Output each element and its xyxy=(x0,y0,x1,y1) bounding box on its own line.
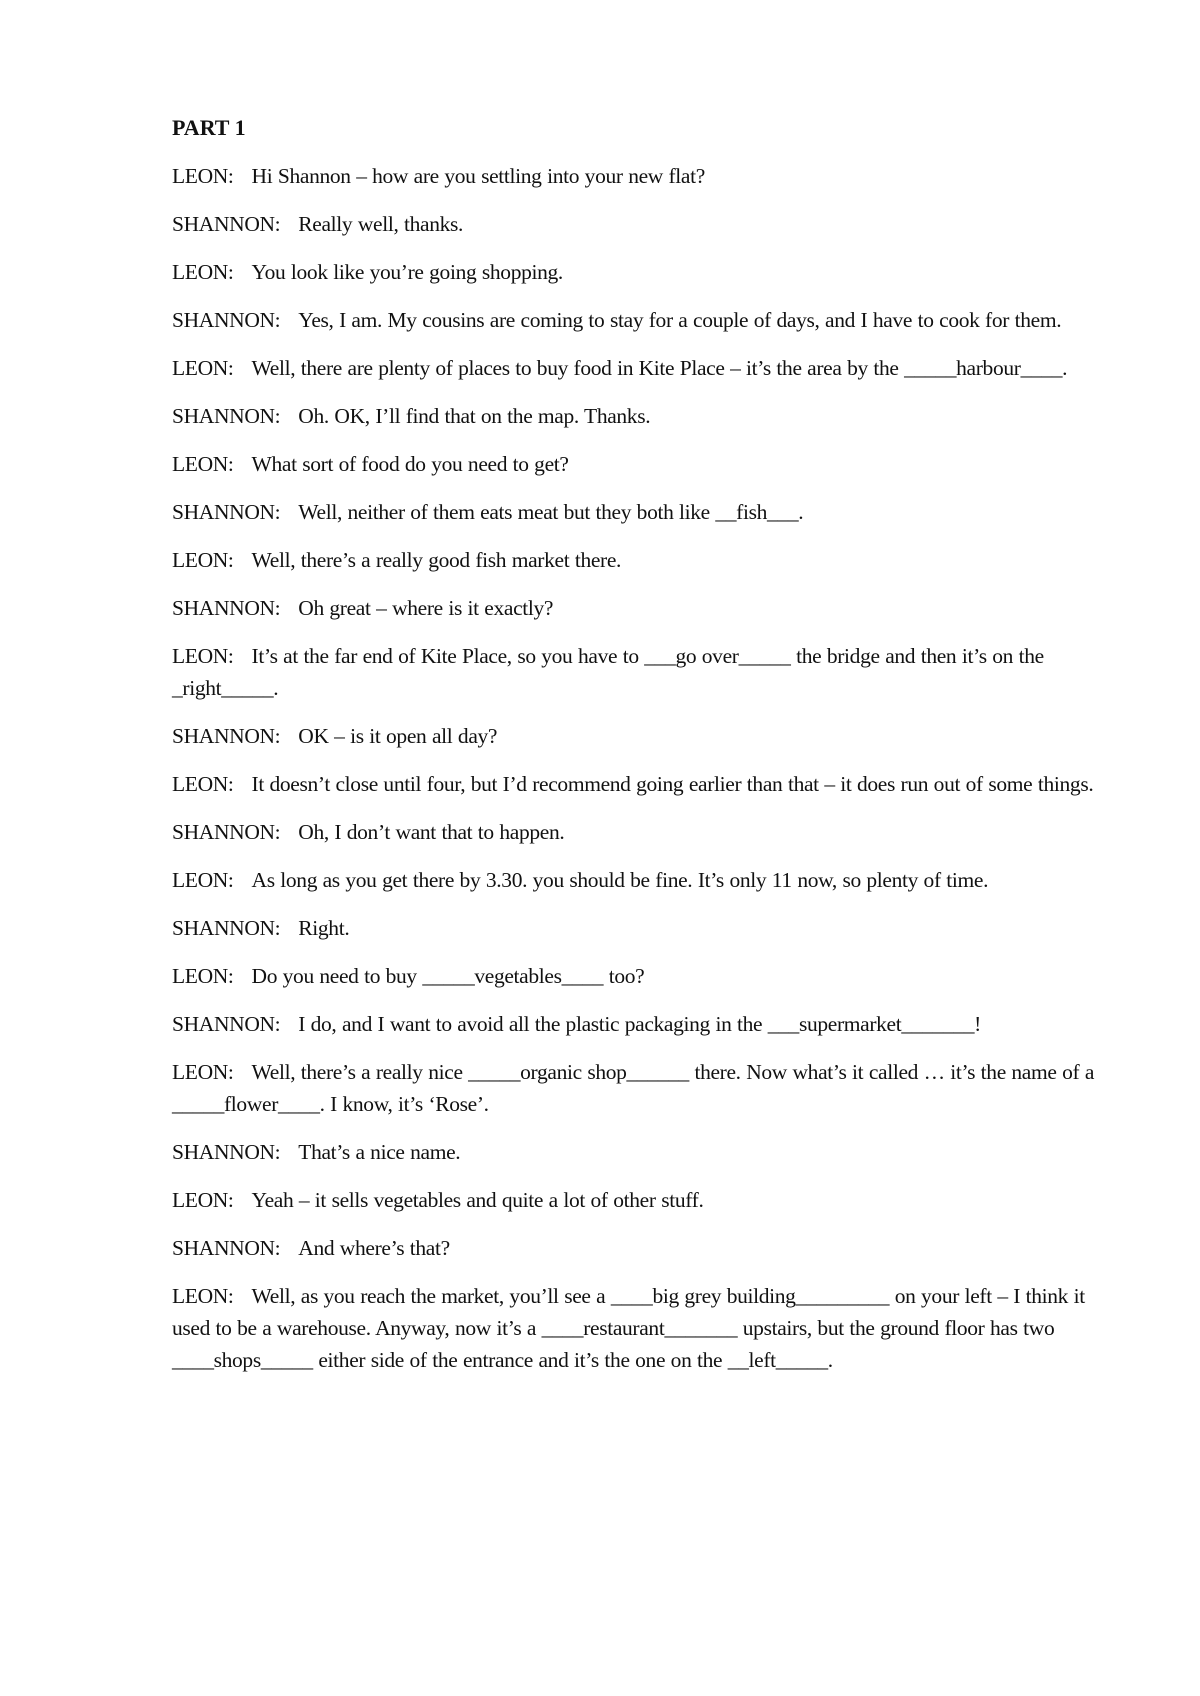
dialogue-text: OK – is it open all day? xyxy=(298,724,498,748)
dialogue-line xyxy=(172,912,1097,944)
dialogue-text: Yeah – it sells vegetables and quite a lot of other stuff. xyxy=(251,1188,704,1212)
dialogue-line xyxy=(172,1280,1097,1376)
dialogue-text: Well, as you reach the market, you’ll see a ____big grey building_________ on your left – I think it used to be a warehouse. Anyway, now it’s a ____restaurant_______ upstairs, but the ground floor has two ____shops_____ either side of the entrance and it’s the one on the __left_____. xyxy=(172,1284,1085,1372)
page-title: PART 1 xyxy=(172,115,246,140)
speaker-label: LEON: xyxy=(172,164,234,188)
dialogue-text: That’s a nice name. xyxy=(298,1140,461,1164)
speaker-label: SHANNON: xyxy=(172,724,281,748)
speaker-label: LEON: xyxy=(172,644,234,668)
speaker-label: SHANNON: xyxy=(172,820,281,844)
dialogue-text: Hi Shannon – how are you settling into your new flat? xyxy=(251,164,705,188)
dialogue-text: Oh. OK, I’ll find that on the map. Thanks. xyxy=(298,404,651,428)
speaker-label: LEON: xyxy=(172,356,234,380)
speaker-label: LEON: xyxy=(172,1284,234,1308)
dialogue-line xyxy=(172,1232,1097,1264)
speaker-label: SHANNON: xyxy=(172,404,281,428)
dialogue-text: You look like you’re going shopping. xyxy=(251,260,563,284)
dialogue-line xyxy=(172,1056,1097,1120)
dialogue-line xyxy=(172,720,1097,752)
dialogue-line xyxy=(172,160,1097,192)
dialogue-line xyxy=(172,864,1097,896)
dialogue-line xyxy=(172,592,1097,624)
dialogue-line xyxy=(172,208,1097,240)
speaker-label: SHANNON: xyxy=(172,916,281,940)
speaker-label: SHANNON: xyxy=(172,308,281,332)
speaker-label: SHANNON: xyxy=(172,1236,281,1260)
dialogue-line xyxy=(172,448,1097,480)
dialogue-text: Really well, thanks. xyxy=(298,212,464,236)
dialogue-line xyxy=(172,352,1097,384)
dialogue-text: What sort of food do you need to get? xyxy=(251,452,569,476)
speaker-label: LEON: xyxy=(172,260,234,284)
dialogue-text: As long as you get there by 3.30. you should be fine. It’s only 11 now, so plenty of time. xyxy=(251,868,989,892)
dialogue-text: Oh great – where is it exactly? xyxy=(298,596,554,620)
speaker-label: LEON: xyxy=(172,964,234,988)
dialogue-line xyxy=(172,640,1097,704)
dialogue-line xyxy=(172,544,1097,576)
speaker-label: LEON: xyxy=(172,772,234,796)
dialogue-line xyxy=(172,816,1097,848)
dialogue-text: And where’s that? xyxy=(298,1236,450,1260)
dialogue-text: Well, there’s a really nice _____organic shop______ there. Now what’s it called … it’s the name of a _____flower____. I know, it’s ‘Rose’. xyxy=(172,1060,1095,1116)
transcript xyxy=(172,112,1097,1392)
dialogue-text: Oh, I don’t want that to happen. xyxy=(298,820,565,844)
dialogue-text: Yes, I am. My cousins are coming to stay for a couple of days, and I have to cook for them. xyxy=(298,308,1062,332)
dialogue-line xyxy=(172,496,1097,528)
dialogue-line xyxy=(172,304,1097,336)
speaker-label: LEON: xyxy=(172,1060,234,1084)
speaker-label: LEON: xyxy=(172,548,234,572)
dialogue-line xyxy=(172,1008,1097,1040)
speaker-label: LEON: xyxy=(172,1188,234,1212)
speaker-label: LEON: xyxy=(172,452,234,476)
dialogue-text: It’s at the far end of Kite Place, so you have to ___go over_____ the bridge and then it’s on the _right_____. xyxy=(172,644,1044,700)
speaker-label: SHANNON: xyxy=(172,1012,281,1036)
speaker-label: SHANNON: xyxy=(172,1140,281,1164)
dialogue-line xyxy=(172,400,1097,432)
dialogue-text: It doesn’t close until four, but I’d recommend going earlier than that – it does run out of some things. xyxy=(251,772,1094,796)
dialogue-line xyxy=(172,1184,1097,1216)
speaker-label: SHANNON: xyxy=(172,500,281,524)
dialogue-text: Do you need to buy _____vegetables____ too? xyxy=(251,964,645,988)
dialogue-line xyxy=(172,960,1097,992)
dialogue-text: Well, there are plenty of places to buy food in Kite Place – it’s the area by the _____harbour____. xyxy=(251,356,1068,380)
dialogue-line xyxy=(172,256,1097,288)
dialogue-line xyxy=(172,768,1097,800)
dialogue-text: Well, neither of them eats meat but they both like __fish___. xyxy=(298,500,804,524)
dialogue-text: I do, and I want to avoid all the plastic packaging in the ___supermarket_______! xyxy=(298,1012,981,1036)
speaker-label: SHANNON: xyxy=(172,212,281,236)
dialogue-line xyxy=(172,1136,1097,1168)
dialogue-text: Well, there’s a really good fish market there. xyxy=(251,548,622,572)
dialogue-text: Right. xyxy=(298,916,350,940)
speaker-label: LEON: xyxy=(172,868,234,892)
speaker-label: SHANNON: xyxy=(172,596,281,620)
